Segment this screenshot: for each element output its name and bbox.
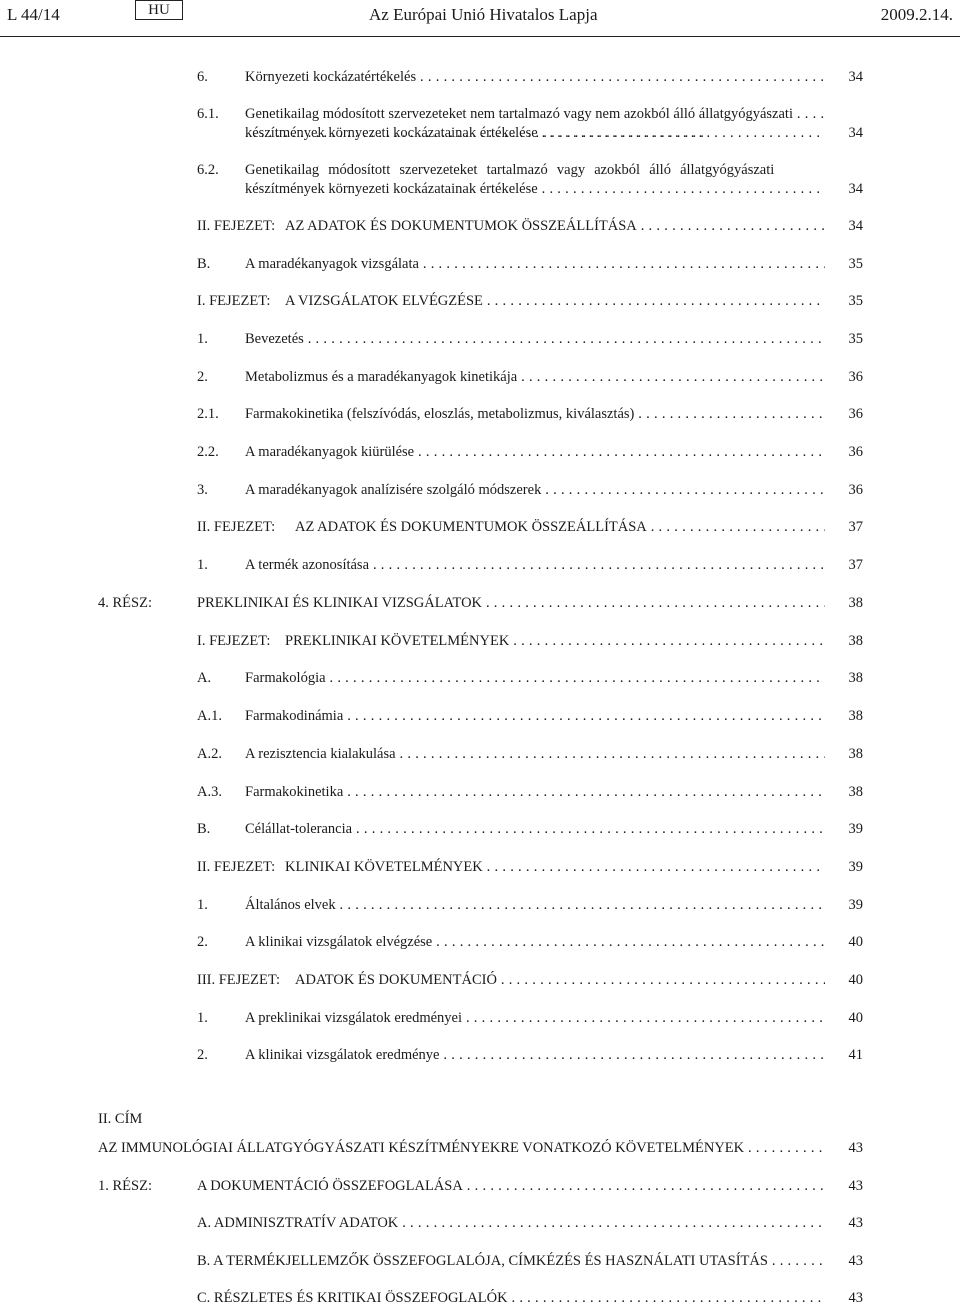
toc-entry-page: 40: [848, 972, 863, 988]
toc-entry-number: B.: [197, 256, 211, 272]
toc-entry-page: 36: [848, 444, 863, 460]
toc-entry-number: A.1.: [197, 708, 222, 724]
toc-entry: [197, 105, 863, 145]
toc-entry-number: I. FEJEZET:: [197, 293, 271, 309]
toc-entry-title: A klinikai vizsgálatok elvégzése . . .: [245, 933, 825, 952]
toc-entry-title: A. ADMINISZTRATÍV ADATOK . . .: [197, 1214, 825, 1233]
toc-entry-page: 38: [848, 708, 863, 724]
toc-entry-number: 6.1.: [197, 106, 219, 122]
toc-entry-title: A DOKUMENTÁCIÓ ÖSSZEFOGLALÁSA . . .: [197, 1177, 825, 1196]
toc-entry-number: III. FEJEZET:: [197, 972, 281, 988]
journal-issue-ref: L 44/14: [7, 5, 60, 24]
toc-entry-title: A rezisztencia kialakulása . . .: [245, 745, 825, 764]
toc-entry-title: [245, 161, 825, 180]
toc-entry-title: Környezeti kockázatértékelés . . .: [245, 68, 825, 87]
toc-entry-number: 1.: [197, 557, 208, 573]
toc-entry-title: KLINIKAI KÖVETELMÉNYEK . . .: [285, 858, 825, 877]
toc-entry-page: 43: [848, 1140, 863, 1156]
toc-entry-page: 34: [848, 181, 863, 197]
toc-entry-number: 2.1.: [197, 406, 219, 422]
toc-entry-title: AZ ADATOK ÉS DOKUMENTUMOK ÖSSZEÁLLÍTÁSA . . .: [295, 518, 825, 537]
toc-entry-title: A VIZSGÁLATOK ELVÉGZÉSE . . .: [285, 292, 825, 311]
toc-entry-number: I. FEJEZET:: [197, 633, 271, 649]
toc-entry-page: 39: [848, 897, 863, 913]
toc-entry-number: II. FEJEZET:: [197, 519, 276, 535]
toc-entry-title: A maradékanyagok vizsgálata . . .: [245, 255, 825, 274]
toc-entry-page: 43: [848, 1253, 863, 1269]
toc-entry-page: 34: [848, 69, 863, 85]
toc-entry-title: Célállat-tolerancia . . .: [245, 820, 825, 839]
toc-entry-page: 36: [848, 482, 863, 498]
toc-entry-number: 1.: [197, 897, 208, 913]
toc-entry-title: AZ IMMUNOLÓGIAI ÁLLATGYÓGYÁSZATI KÉSZÍTMÉNYEKRE VONATKOZÓ KÖVETELMÉNYEK . . .: [98, 1139, 825, 1158]
toc-entry-number: 2.: [197, 1047, 208, 1063]
toc-entry-title-line2: készítmények környezeti kockázatainak értékelése . . .: [245, 124, 825, 143]
toc-entry-title-line1: Genetikailag módosított szervezeteket nem tartalmazó vagy nem azokból álló állatgyógyászati . . .: [245, 105, 825, 143]
toc-entry-page: 37: [848, 557, 863, 573]
toc-entry-page: 38: [848, 633, 863, 649]
section-title-text: II. CÍM: [98, 1111, 143, 1127]
toc-entry-page: 43: [848, 1290, 863, 1306]
toc-entry-title: A klinikai vizsgálatok eredménye . . .: [245, 1046, 825, 1065]
toc-entry-page: 37: [848, 519, 863, 535]
toc-entry-title-cont: [245, 124, 825, 143]
toc-entry-number: A.: [197, 670, 212, 686]
toc-entry-page: 43: [848, 1178, 863, 1194]
toc-entry-number: B.: [197, 821, 211, 837]
toc-entry-page: 38: [848, 746, 863, 762]
toc-entry-page: 34: [848, 218, 863, 234]
toc-entry-number: II. FEJEZET:: [197, 859, 276, 875]
publication-date: 2009.2.14.: [880, 5, 953, 24]
toc-entry-title: A termék azonosítása . . .: [245, 556, 825, 575]
toc-entry-page: 35: [848, 331, 863, 347]
toc-entry-title: AZ ADATOK ÉS DOKUMENTUMOK ÖSSZEÁLLÍTÁSA . . .: [285, 217, 825, 236]
toc-entry-title: C. RÉSZLETES ÉS KRITIKAI ÖSSZEFOGLALÓK . . .: [197, 1289, 825, 1308]
toc-entry-page: 39: [848, 859, 863, 875]
toc-entry-page: 38: [848, 595, 863, 611]
toc-entry-page: 40: [848, 1010, 863, 1026]
toc-entry-page: 38: [848, 784, 863, 800]
toc-entry-page: 34: [848, 125, 863, 141]
toc-entry-number: 2.2.: [197, 444, 219, 460]
language-badge: HU: [135, 0, 183, 20]
toc-entry-title: Farmakodinámia . . .: [245, 707, 825, 726]
toc-entry-title: PREKLINIKAI ÉS KLINIKAI VIZSGÁLATOK . . .: [197, 594, 825, 613]
toc-entry-page: 35: [848, 256, 863, 272]
toc-entry-number: 3.: [197, 482, 208, 498]
toc-entry-page: 41: [848, 1047, 863, 1063]
toc-entry-title: ADATOK ÉS DOKUMENTÁCIÓ . . .: [295, 971, 825, 990]
toc-entry-title: PREKLINIKAI KÖVETELMÉNYEK . . .: [285, 632, 825, 651]
toc-entry-title-cont: [245, 180, 825, 199]
toc-entry-page: 36: [848, 369, 863, 385]
toc-entry-number: 1.: [197, 331, 208, 347]
toc-entry-page: 40: [848, 934, 863, 950]
toc-entry-page: 35: [848, 293, 863, 309]
toc-entry-title: A maradékanyagok kiürülése . . .: [245, 443, 825, 462]
toc-entry-page: 39: [848, 821, 863, 837]
toc-entry-page: 36: [848, 406, 863, 422]
toc-entry-title: Általános elvek . . .: [245, 896, 825, 915]
toc-entry-title: A preklinikai vizsgálatok eredményei . . .: [245, 1009, 825, 1028]
toc-entry-number: 2.: [197, 369, 208, 385]
toc-entry-number: II. FEJEZET:: [197, 218, 276, 234]
toc-entry-number: A.2.: [197, 746, 222, 762]
toc-entry-number: 1.: [197, 1010, 208, 1026]
toc-entry-title: Bevezetés . . .: [245, 330, 825, 349]
toc-entry-number: 6.: [197, 69, 208, 85]
toc-entry-title: Farmakokinetika . . .: [245, 783, 825, 802]
toc-entry-number: 4. RÉSZ:: [98, 595, 152, 611]
toc-entry-title: Farmakokinetika (felszívódás, eloszlás, metabolizmus, kiválasztás) . . .: [245, 405, 825, 424]
toc-entry: [197, 161, 863, 201]
toc-entry-number: A.3.: [197, 784, 222, 800]
toc-entry-title-line2: készítmények környezeti kockázatainak értékelése . . .: [245, 180, 825, 199]
toc-entry-page: 43: [848, 1215, 863, 1231]
toc-entry-title: Metabolizmus és a maradékanyagok kinetikája . . .: [245, 368, 825, 387]
journal-title: Az Európai Unió Hivatalos Lapja: [369, 5, 598, 24]
toc-entry-number: 1. RÉSZ:: [98, 1178, 152, 1194]
toc-entry-number: 6.2.: [197, 162, 219, 178]
toc-entry-title: A maradékanyagok analízisére szolgáló módszerek . . .: [245, 481, 825, 500]
toc-entry-title: Farmakológia . . .: [245, 669, 825, 688]
toc-entry-title-line1: Genetikailag módosított szervezeteket tartalmazó vagy azokból álló állatgyógyászati: [245, 162, 775, 178]
toc-entry-number: 2.: [197, 934, 208, 950]
toc-entry-page: 38: [848, 670, 863, 686]
toc-entry-title: B. A TERMÉKJELLEMZŐK ÖSSZEFOGLALÓJA, CÍMKÉZÉS ÉS HASZNÁLATI UTASÍTÁS . . .: [197, 1252, 825, 1271]
